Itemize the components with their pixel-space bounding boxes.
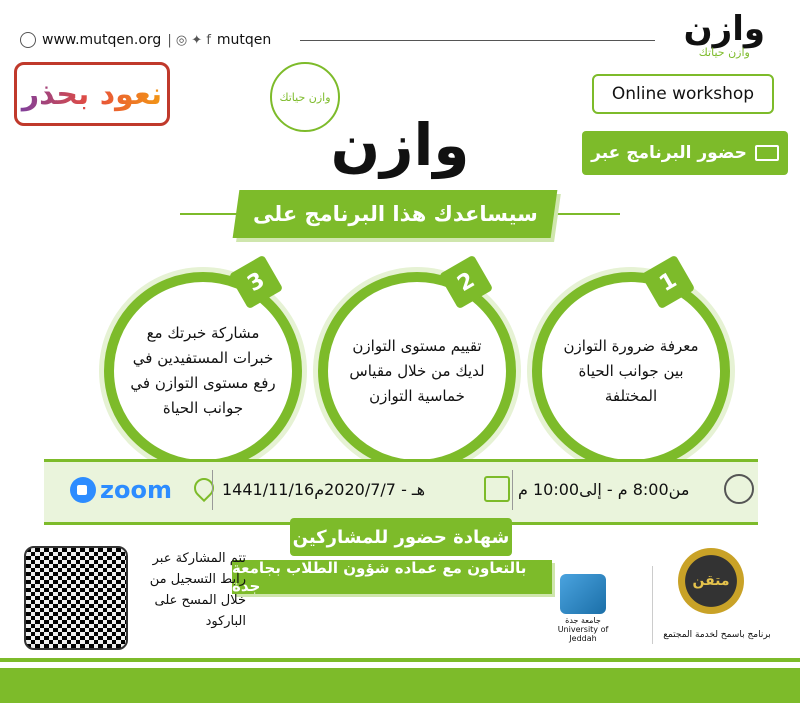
- topbar: [20, 30, 330, 50]
- collaboration-banner: بالتعاون مع عماده شؤون الطلاب بجامعة جدة: [232, 560, 552, 594]
- campaign-logo: نعود بحذر: [14, 62, 170, 126]
- footer-stripe: [0, 658, 800, 662]
- zoom-logo: [70, 476, 172, 504]
- website-link[interactable]: www.mutqen.org: [42, 32, 162, 48]
- qr-instructions: تتم المشاركة عبر رابط التسجيل من خلال المسح على الباركود: [149, 551, 246, 629]
- jeddah-name: جامعة جدة: [565, 616, 601, 625]
- point-text-3: مشاركة خبرتك مع خبرات المستفيدين في رفع مستوى التوازن في جوانب الحياة: [130, 324, 276, 417]
- point-number-2: 2: [439, 255, 494, 310]
- point-text-2: تقييم مستوى التوازن لديك من خلال مقياس خماسية التوازن: [349, 336, 485, 405]
- logo-divider: [652, 566, 653, 644]
- footer-band: [0, 668, 800, 703]
- event-date: 1441/11/16هـ - 2020/7/7م: [222, 480, 426, 499]
- zoom-wordmark: zoom: [100, 476, 172, 504]
- info-separator: [512, 470, 513, 510]
- brand-logo: [683, 9, 765, 59]
- point-number-1: 1: [641, 255, 696, 310]
- point-number-3: 3: [229, 255, 284, 310]
- speech-bubble: وازن حياتك: [270, 62, 340, 132]
- jeddah-university-logo: [548, 574, 618, 643]
- brand-logo-word: وازن: [683, 9, 765, 49]
- jeddah-mark-icon: [560, 574, 606, 614]
- qr-code[interactable]: [24, 546, 128, 650]
- certificate-banner: شهادة حضور للمشاركين: [290, 518, 512, 556]
- jeddah-name-en: University of Jeddah: [557, 625, 609, 643]
- headline-banner: [233, 190, 558, 238]
- social-handle: mutqen: [216, 32, 272, 48]
- clock-icon: [724, 474, 754, 504]
- mutqen-seal: متقن: [678, 548, 744, 614]
- info-separator: [212, 470, 213, 510]
- point-circle-1: [532, 272, 730, 470]
- center-logo: وازن: [330, 111, 470, 179]
- social-icons: | ◎ ✦ f: [167, 32, 211, 48]
- laptop-icon: [755, 145, 779, 161]
- point-circle-2: [318, 272, 516, 470]
- globe-icon: [20, 32, 36, 48]
- attend-via-banner: [582, 131, 788, 175]
- seal-caption: برنامج باسمح لخدمة المجتمع: [663, 630, 771, 640]
- calendar-icon: [484, 476, 510, 502]
- brand-tagline: وازن حياتك: [698, 46, 750, 59]
- headline-text: سيساعدك هذا البرنامج على: [252, 202, 538, 226]
- event-time: من8:00 م - إلى10:00 م: [518, 480, 690, 499]
- zoom-camera-icon: [70, 477, 96, 503]
- topbar-divider: [300, 40, 655, 41]
- point-text-1: معرفة ضرورة التوازن بين جوانب الحياة المختلفة: [563, 336, 699, 405]
- online-workshop-label: Online workshop: [592, 74, 774, 114]
- attend-via-text: حضور البرنامج عبر: [591, 143, 747, 163]
- point-circle-3: [104, 272, 302, 470]
